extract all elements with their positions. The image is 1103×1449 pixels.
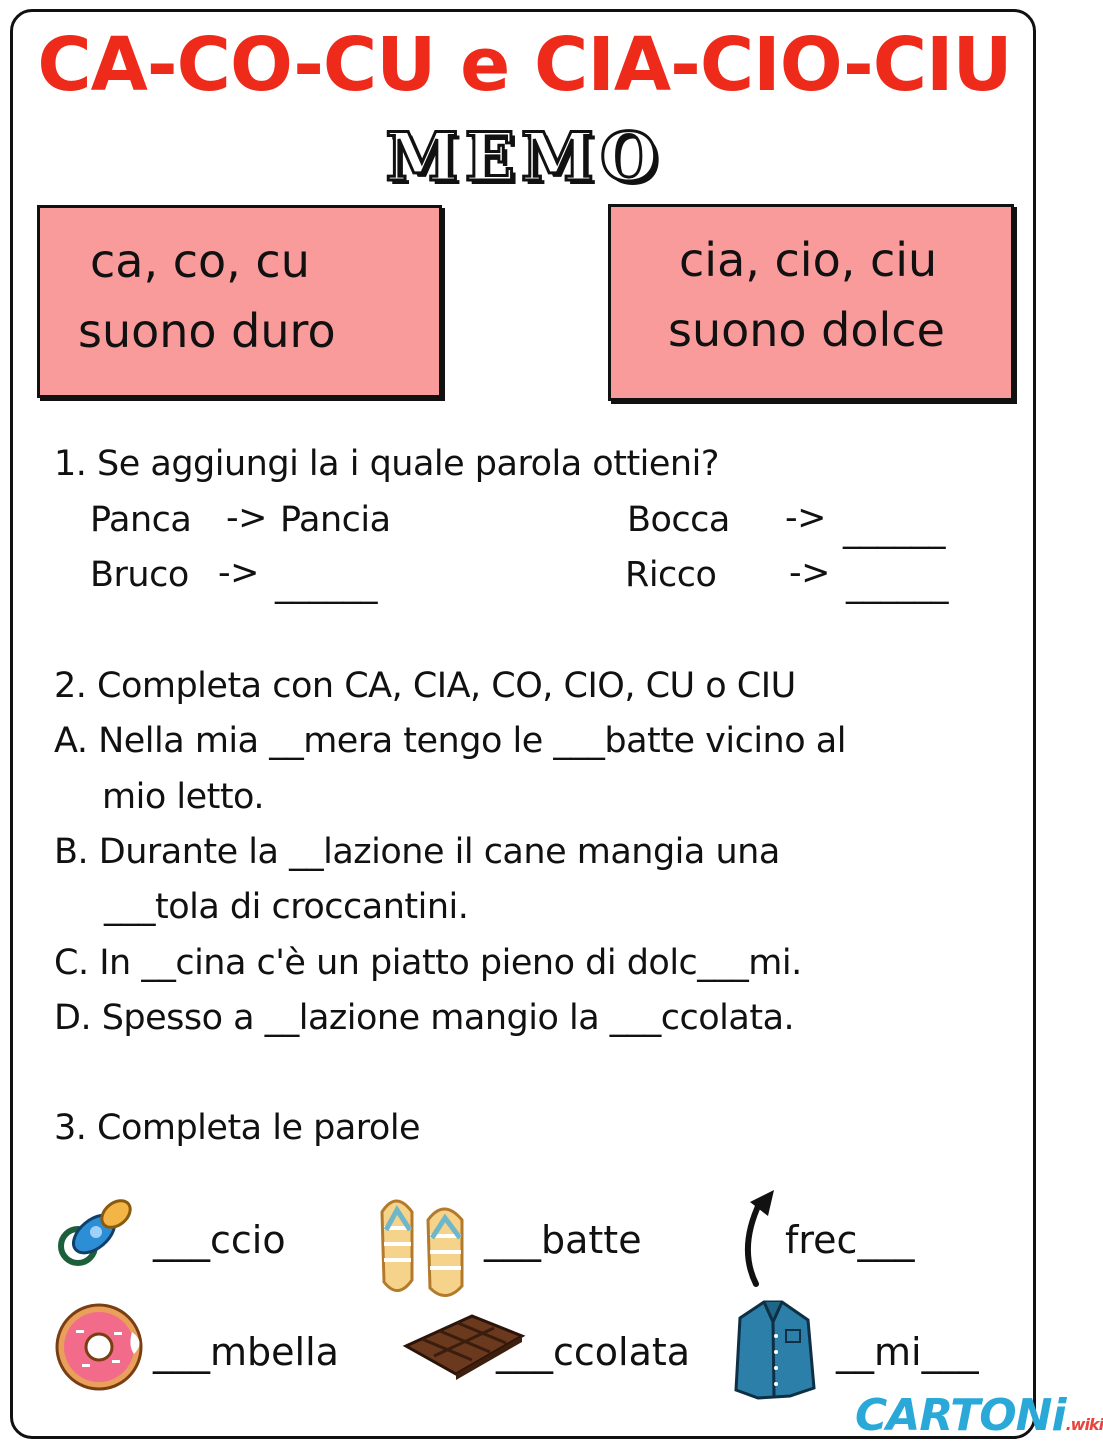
pair-answer-blank: ______ [843,510,945,550]
word-blank: frec___ [785,1218,915,1262]
pair-answer-blank: ______ [846,565,948,605]
pacifier-icon [56,1192,140,1274]
exercise-1-question: 1. Se aggiungi la i quale parola ottieni? [54,444,719,484]
hard-sound-syllables: ca, co, cu [90,234,310,288]
pair-from: Bocca [627,500,730,540]
pair-arrow: -> [218,553,259,593]
pair-arrow: -> [226,498,267,538]
exercise-2-line-a-cont: mio letto. [102,777,264,817]
exercise-2-line-c: C. In __cina c'è un piatto pieno di dolc___mi. [54,943,802,983]
arrow-icon [734,1188,780,1288]
pair-from: Panca [90,500,192,540]
exercise-2-line-a: A. Nella mia __mera tengo le ___batte vicino al [54,721,846,761]
exercise-2-line-b-cont: ___tola di croccantini. [104,887,469,927]
exercise-2-line-b: B. Durante la __lazione il cane mangia una [54,832,780,872]
page-title: CA-CO-CU e CIA-CIO-CIU [37,22,1012,108]
soft-sound-label: suono dolce [668,303,945,357]
pair-arrow: -> [785,498,826,538]
word-blank: ___batte [484,1218,642,1262]
word-blank: ___mbella [153,1330,339,1374]
exercise-2-question: 2. Completa con CA, CIA, CO, CIO, CU o CIU [54,666,796,706]
pair-from: Ricco [625,555,717,595]
word-blank: __mi___ [836,1330,979,1374]
pair-answer: Pancia [280,500,391,540]
pair-arrow: -> [789,553,830,593]
donut-icon [54,1302,144,1392]
pair-from: Bruco [90,555,189,595]
soft-sound-syllables: cia, cio, ciu [679,233,938,287]
exercise-2-line-d: D. Spesso a __lazione mangio la ___ccolata. [54,998,795,1038]
cartoni-logo [855,1390,1103,1441]
logo-sub: .wiki [1065,1415,1103,1434]
hard-sound-label: suono duro [78,304,336,358]
flip-flops-icon [374,1192,470,1302]
soft-sound-box [608,204,1014,401]
memo-heading: MEMO [385,118,664,196]
pair-answer-blank: ______ [275,565,377,605]
hard-sound-box [37,205,442,398]
shirt-icon [730,1296,816,1400]
exercise-3-question: 3. Completa le parole [54,1108,421,1148]
word-blank: ___ccio [153,1218,286,1262]
logo-main: CARTONi [855,1390,1066,1441]
word-blank: ___ccolata [496,1330,691,1374]
